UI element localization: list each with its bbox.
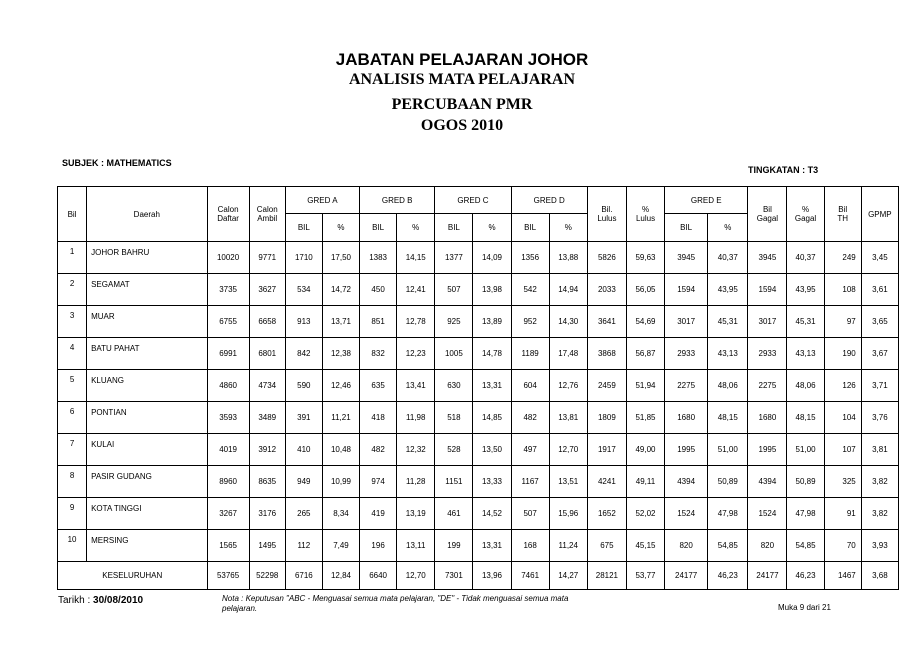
total-d-pct: 14,27 <box>549 562 587 590</box>
cell-daftar: 10020 <box>207 242 249 274</box>
header-gred-d: GRED D <box>511 187 587 214</box>
cell-lulus-pct: 52,02 <box>626 498 664 530</box>
cell-gpmp: 3,71 <box>861 370 898 402</box>
cell-d-pct: 13,88 <box>549 242 587 274</box>
cell-e-bil: 1524 <box>665 498 708 530</box>
total-c-pct: 13,96 <box>473 562 511 590</box>
cell-ambil: 6801 <box>249 338 285 370</box>
cell-daerah: PONTIAN <box>87 402 207 434</box>
cell-th: 107 <box>824 434 861 466</box>
cell-lulus: 3641 <box>587 306 626 338</box>
cell-daerah: JOHOR BAHRU <box>87 242 207 274</box>
cell-e-pct: 51,00 <box>708 434 748 466</box>
cell-gagal-pct: 45,31 <box>787 306 824 338</box>
subheader-c-pct: % <box>473 214 511 242</box>
report-title-exam: PERCUBAAN PMR <box>391 96 533 113</box>
cell-a-bil: 1710 <box>285 242 322 274</box>
cell-ambil: 3176 <box>249 498 285 530</box>
cell-th: 70 <box>824 530 861 562</box>
report-title-date: OGOS 2010 <box>420 117 504 134</box>
cell-daerah: MERSING <box>87 530 207 562</box>
cell-gagal-pct: 48,15 <box>787 402 824 434</box>
table-row <box>58 434 899 466</box>
header-gred-c: GRED C <box>435 187 511 214</box>
cell-ambil: 9771 <box>249 242 285 274</box>
cell-a-pct: 13,71 <box>322 306 359 338</box>
total-a-pct: 12,84 <box>322 562 359 590</box>
cell-e-pct: 54,85 <box>708 530 748 562</box>
total-d-bil: 7461 <box>511 562 549 590</box>
cell-bil: 4 <box>58 338 87 370</box>
cell-a-pct: 10,99 <box>322 466 359 498</box>
header-bil: Bil <box>58 187 87 242</box>
table-row <box>58 466 899 498</box>
cell-b-bil: 482 <box>360 434 397 466</box>
cell-th: 126 <box>824 370 861 402</box>
cell-gagal: 1680 <box>748 402 787 434</box>
cell-e-bil: 3017 <box>665 306 708 338</box>
total-b-bil: 6640 <box>360 562 397 590</box>
cell-c-bil: 199 <box>435 530 473 562</box>
footnote: Nota : Keputusan "ABC - Menguasai semua mata pelajaran, "DE" - Tidak menguasai semua mata pelajaran. <box>222 594 569 613</box>
cell-c-pct: 14,78 <box>473 338 511 370</box>
cell-gagal: 3945 <box>748 242 787 274</box>
table-row <box>58 274 899 306</box>
subheader-a-pct: % <box>322 214 359 242</box>
report-title-agency: JABATAN PELAJARAN JOHOR <box>335 50 589 69</box>
total-lulus-pct: 53,77 <box>626 562 664 590</box>
cell-d-pct: 11,24 <box>549 530 587 562</box>
subheader-c-bil: BIL <box>435 214 473 242</box>
cell-lulus: 4241 <box>587 466 626 498</box>
cell-c-bil: 528 <box>435 434 473 466</box>
cell-c-pct: 14,85 <box>473 402 511 434</box>
cell-gpmp: 3,61 <box>861 274 898 306</box>
cell-ambil: 1495 <box>249 530 285 562</box>
cell-a-pct: 8,34 <box>322 498 359 530</box>
cell-a-bil: 391 <box>285 402 322 434</box>
cell-c-bil: 630 <box>435 370 473 402</box>
cell-b-bil: 974 <box>360 466 397 498</box>
cell-e-pct: 40,37 <box>708 242 748 274</box>
cell-gagal-pct: 48,06 <box>787 370 824 402</box>
cell-gagal-pct: 43,95 <box>787 274 824 306</box>
cell-gagal: 4394 <box>748 466 787 498</box>
cell-d-pct: 12,76 <box>549 370 587 402</box>
cell-th: 91 <box>824 498 861 530</box>
cell-lulus-pct: 49,00 <box>626 434 664 466</box>
cell-daftar: 1565 <box>207 530 249 562</box>
cell-bil: 10 <box>58 530 87 562</box>
cell-b-bil: 635 <box>360 370 397 402</box>
cell-lulus: 3868 <box>587 338 626 370</box>
cell-daerah: PASIR GUDANG <box>87 466 207 498</box>
cell-b-pct: 12,41 <box>397 274 435 306</box>
cell-ambil: 6658 <box>249 306 285 338</box>
total-th: 1467 <box>824 562 861 590</box>
cell-a-bil: 590 <box>285 370 322 402</box>
cell-gagal: 1995 <box>748 434 787 466</box>
cell-d-bil: 482 <box>511 402 549 434</box>
cell-e-bil: 1995 <box>665 434 708 466</box>
table-row <box>58 242 899 274</box>
cell-e-bil: 820 <box>665 530 708 562</box>
total-gagal: 24177 <box>748 562 787 590</box>
total-a-bil: 6716 <box>285 562 322 590</box>
cell-lulus-pct: 59,63 <box>626 242 664 274</box>
cell-a-bil: 410 <box>285 434 322 466</box>
cell-ambil: 3489 <box>249 402 285 434</box>
cell-daerah: BATU PAHAT <box>87 338 207 370</box>
cell-ambil: 4734 <box>249 370 285 402</box>
cell-gagal-pct: 54,85 <box>787 530 824 562</box>
cell-d-pct: 15,96 <box>549 498 587 530</box>
cell-gagal: 3017 <box>748 306 787 338</box>
total-daftar: 53765 <box>207 562 249 590</box>
cell-b-pct: 13,19 <box>397 498 435 530</box>
cell-e-bil: 1594 <box>665 274 708 306</box>
cell-lulus-pct: 45,15 <box>626 530 664 562</box>
date-label: Tarikh : <box>58 595 94 606</box>
cell-daftar: 6755 <box>207 306 249 338</box>
cell-d-bil: 497 <box>511 434 549 466</box>
cell-th: 108 <box>824 274 861 306</box>
cell-gpmp: 3,82 <box>861 466 898 498</box>
header-daerah: Daerah <box>87 187 207 242</box>
cell-d-pct: 13,81 <box>549 402 587 434</box>
cell-c-bil: 507 <box>435 274 473 306</box>
cell-gpmp: 3,45 <box>861 242 898 274</box>
form-level-label: TINGKATAN : T3 <box>748 165 819 175</box>
cell-gpmp: 3,82 <box>861 498 898 530</box>
header-bil-th: Bil TH <box>824 187 861 242</box>
cell-b-bil: 419 <box>360 498 397 530</box>
header-pct-lulus: % Lulus <box>626 187 664 242</box>
cell-bil: 8 <box>58 466 87 498</box>
subheader-d-bil: BIL <box>511 214 549 242</box>
cell-gagal-pct: 43,13 <box>787 338 824 370</box>
cell-bil: 7 <box>58 434 87 466</box>
cell-lulus-pct: 56,05 <box>626 274 664 306</box>
cell-d-bil: 168 <box>511 530 549 562</box>
subheader-e-bil: BIL <box>665 214 708 242</box>
cell-e-pct: 48,15 <box>708 402 748 434</box>
cell-d-pct: 14,30 <box>549 306 587 338</box>
cell-bil: 1 <box>58 242 87 274</box>
cell-d-bil: 1167 <box>511 466 549 498</box>
cell-gagal: 1594 <box>748 274 787 306</box>
header-gred-b: GRED B <box>360 187 435 214</box>
cell-e-bil: 1680 <box>665 402 708 434</box>
cell-th: 249 <box>824 242 861 274</box>
cell-gagal-pct: 50,89 <box>787 466 824 498</box>
subheader-d-pct: % <box>549 214 587 242</box>
table-row <box>58 306 899 338</box>
cell-e-pct: 48,06 <box>708 370 748 402</box>
cell-a-bil: 949 <box>285 466 322 498</box>
table-row <box>58 402 899 434</box>
cell-c-bil: 925 <box>435 306 473 338</box>
cell-b-pct: 13,11 <box>397 530 435 562</box>
cell-d-bil: 1356 <box>511 242 549 274</box>
cell-d-pct: 13,51 <box>549 466 587 498</box>
subheader-a-bil: BIL <box>285 214 322 242</box>
header-bil-lulus: Bil. Lulus <box>587 187 626 242</box>
total-row <box>58 562 899 590</box>
cell-gagal-pct: 51,00 <box>787 434 824 466</box>
cell-gagal-pct: 47,98 <box>787 498 824 530</box>
cell-e-pct: 47,98 <box>708 498 748 530</box>
cell-daerah: MUAR <box>87 306 207 338</box>
cell-e-pct: 45,31 <box>708 306 748 338</box>
cell-d-bil: 1189 <box>511 338 549 370</box>
total-e-pct: 46,23 <box>708 562 748 590</box>
cell-bil: 6 <box>58 402 87 434</box>
total-lulus: 28121 <box>587 562 626 590</box>
cell-th: 97 <box>824 306 861 338</box>
cell-c-pct: 13,89 <box>473 306 511 338</box>
cell-daftar: 3735 <box>207 274 249 306</box>
total-gagal-pct: 46,23 <box>787 562 824 590</box>
cell-gagal-pct: 40,37 <box>787 242 824 274</box>
cell-daftar: 4860 <box>207 370 249 402</box>
cell-a-pct: 10,48 <box>322 434 359 466</box>
report-title-analysis: ANALISIS MATA PELAJARAN <box>348 71 576 88</box>
cell-a-pct: 11,21 <box>322 402 359 434</box>
date-footer <box>58 595 143 606</box>
cell-d-bil: 604 <box>511 370 549 402</box>
cell-c-pct: 13,31 <box>473 530 511 562</box>
cell-th: 325 <box>824 466 861 498</box>
cell-lulus: 2033 <box>587 274 626 306</box>
table-row <box>58 338 899 370</box>
cell-c-pct: 13,50 <box>473 434 511 466</box>
cell-a-bil: 112 <box>285 530 322 562</box>
cell-d-pct: 17,48 <box>549 338 587 370</box>
cell-b-pct: 12,23 <box>397 338 435 370</box>
cell-th: 190 <box>824 338 861 370</box>
header-pct-gagal: % Gagal <box>787 187 824 242</box>
total-ambil: 52298 <box>249 562 285 590</box>
cell-c-bil: 1005 <box>435 338 473 370</box>
cell-e-pct: 43,95 <box>708 274 748 306</box>
cell-e-pct: 50,89 <box>708 466 748 498</box>
cell-lulus-pct: 51,94 <box>626 370 664 402</box>
cell-c-bil: 461 <box>435 498 473 530</box>
cell-gpmp: 3,76 <box>861 402 898 434</box>
cell-th: 104 <box>824 402 861 434</box>
cell-b-pct: 12,32 <box>397 434 435 466</box>
cell-c-pct: 13,31 <box>473 370 511 402</box>
cell-a-pct: 12,46 <box>322 370 359 402</box>
cell-gagal: 820 <box>748 530 787 562</box>
total-gpmp: 3,68 <box>861 562 898 590</box>
cell-gpmp: 3,67 <box>861 338 898 370</box>
cell-gagal: 2933 <box>748 338 787 370</box>
header-bil-gagal: Bil Gagal <box>748 187 787 242</box>
cell-ambil: 3627 <box>249 274 285 306</box>
cell-c-pct: 14,52 <box>473 498 511 530</box>
cell-daftar: 4019 <box>207 434 249 466</box>
cell-bil: 5 <box>58 370 87 402</box>
subheader-b-pct: % <box>397 214 435 242</box>
cell-gagal: 2275 <box>748 370 787 402</box>
cell-e-pct: 43,13 <box>708 338 748 370</box>
cell-b-bil: 450 <box>360 274 397 306</box>
table-row <box>58 370 899 402</box>
cell-daftar: 8960 <box>207 466 249 498</box>
cell-ambil: 3912 <box>249 434 285 466</box>
cell-d-pct: 12,70 <box>549 434 587 466</box>
cell-b-pct: 14,15 <box>397 242 435 274</box>
cell-c-bil: 518 <box>435 402 473 434</box>
date-value: 30/08/2010 <box>93 595 144 606</box>
cell-gagal: 1524 <box>748 498 787 530</box>
header-gpmp: GPMP <box>861 187 898 242</box>
cell-gpmp: 3,81 <box>861 434 898 466</box>
cell-c-bil: 1151 <box>435 466 473 498</box>
cell-d-pct: 14,94 <box>549 274 587 306</box>
cell-a-pct: 14,72 <box>322 274 359 306</box>
cell-c-pct: 13,33 <box>473 466 511 498</box>
cell-e-bil: 3945 <box>665 242 708 274</box>
cell-daerah: KLUANG <box>87 370 207 402</box>
total-label: KESELURUHAN <box>58 562 208 590</box>
total-e-bil: 24177 <box>665 562 708 590</box>
cell-e-bil: 4394 <box>665 466 708 498</box>
cell-e-bil: 2933 <box>665 338 708 370</box>
cell-bil: 2 <box>58 274 87 306</box>
cell-daerah: KOTA TINGGI <box>87 498 207 530</box>
cell-bil: 9 <box>58 498 87 530</box>
cell-daftar: 6991 <box>207 338 249 370</box>
cell-c-pct: 13,98 <box>473 274 511 306</box>
cell-a-bil: 265 <box>285 498 322 530</box>
cell-lulus: 1652 <box>587 498 626 530</box>
header-gred-a: GRED A <box>285 187 359 214</box>
page-number: Muka 9 dari 21 <box>778 603 831 612</box>
cell-a-bil: 534 <box>285 274 322 306</box>
cell-daerah: SEGAMAT <box>87 274 207 306</box>
header-gred-e: GRED E <box>665 187 748 214</box>
table-row <box>58 530 899 562</box>
subheader-b-bil: BIL <box>360 214 397 242</box>
cell-lulus-pct: 51,85 <box>626 402 664 434</box>
cell-c-bil: 1377 <box>435 242 473 274</box>
cell-a-bil: 842 <box>285 338 322 370</box>
cell-b-bil: 832 <box>360 338 397 370</box>
cell-gpmp: 3,65 <box>861 306 898 338</box>
cell-b-pct: 13,41 <box>397 370 435 402</box>
total-c-bil: 7301 <box>435 562 473 590</box>
cell-b-bil: 1383 <box>360 242 397 274</box>
cell-lulus: 1917 <box>587 434 626 466</box>
cell-b-pct: 11,28 <box>397 466 435 498</box>
cell-lulus-pct: 49,11 <box>626 466 664 498</box>
cell-d-bil: 507 <box>511 498 549 530</box>
table-row <box>58 498 899 530</box>
cell-lulus-pct: 56,87 <box>626 338 664 370</box>
cell-lulus: 1809 <box>587 402 626 434</box>
cell-lulus: 675 <box>587 530 626 562</box>
cell-b-pct: 11,98 <box>397 402 435 434</box>
subheader-e-pct: % <box>708 214 748 242</box>
cell-lulus: 2459 <box>587 370 626 402</box>
total-b-pct: 12,70 <box>397 562 435 590</box>
cell-a-pct: 12,38 <box>322 338 359 370</box>
cell-d-bil: 542 <box>511 274 549 306</box>
cell-a-pct: 17,50 <box>322 242 359 274</box>
cell-b-pct: 12,78 <box>397 306 435 338</box>
cell-daerah: KULAI <box>87 434 207 466</box>
cell-daftar: 3267 <box>207 498 249 530</box>
cell-c-pct: 14,09 <box>473 242 511 274</box>
cell-lulus-pct: 54,69 <box>626 306 664 338</box>
cell-d-bil: 952 <box>511 306 549 338</box>
analysis-table <box>57 186 899 590</box>
cell-gpmp: 3,93 <box>861 530 898 562</box>
header-calon-ambil: Calon Ambil <box>249 187 285 242</box>
cell-daftar: 3593 <box>207 402 249 434</box>
cell-b-bil: 196 <box>360 530 397 562</box>
subject-label: SUBJEK : MATHEMATICS <box>62 158 172 168</box>
cell-lulus: 5826 <box>587 242 626 274</box>
header-calon-daftar: Calon Daftar <box>207 187 249 242</box>
cell-ambil: 8635 <box>249 466 285 498</box>
cell-bil: 3 <box>58 306 87 338</box>
cell-b-bil: 418 <box>360 402 397 434</box>
cell-e-bil: 2275 <box>665 370 708 402</box>
cell-b-bil: 851 <box>360 306 397 338</box>
cell-a-bil: 913 <box>285 306 322 338</box>
cell-a-pct: 7,49 <box>322 530 359 562</box>
